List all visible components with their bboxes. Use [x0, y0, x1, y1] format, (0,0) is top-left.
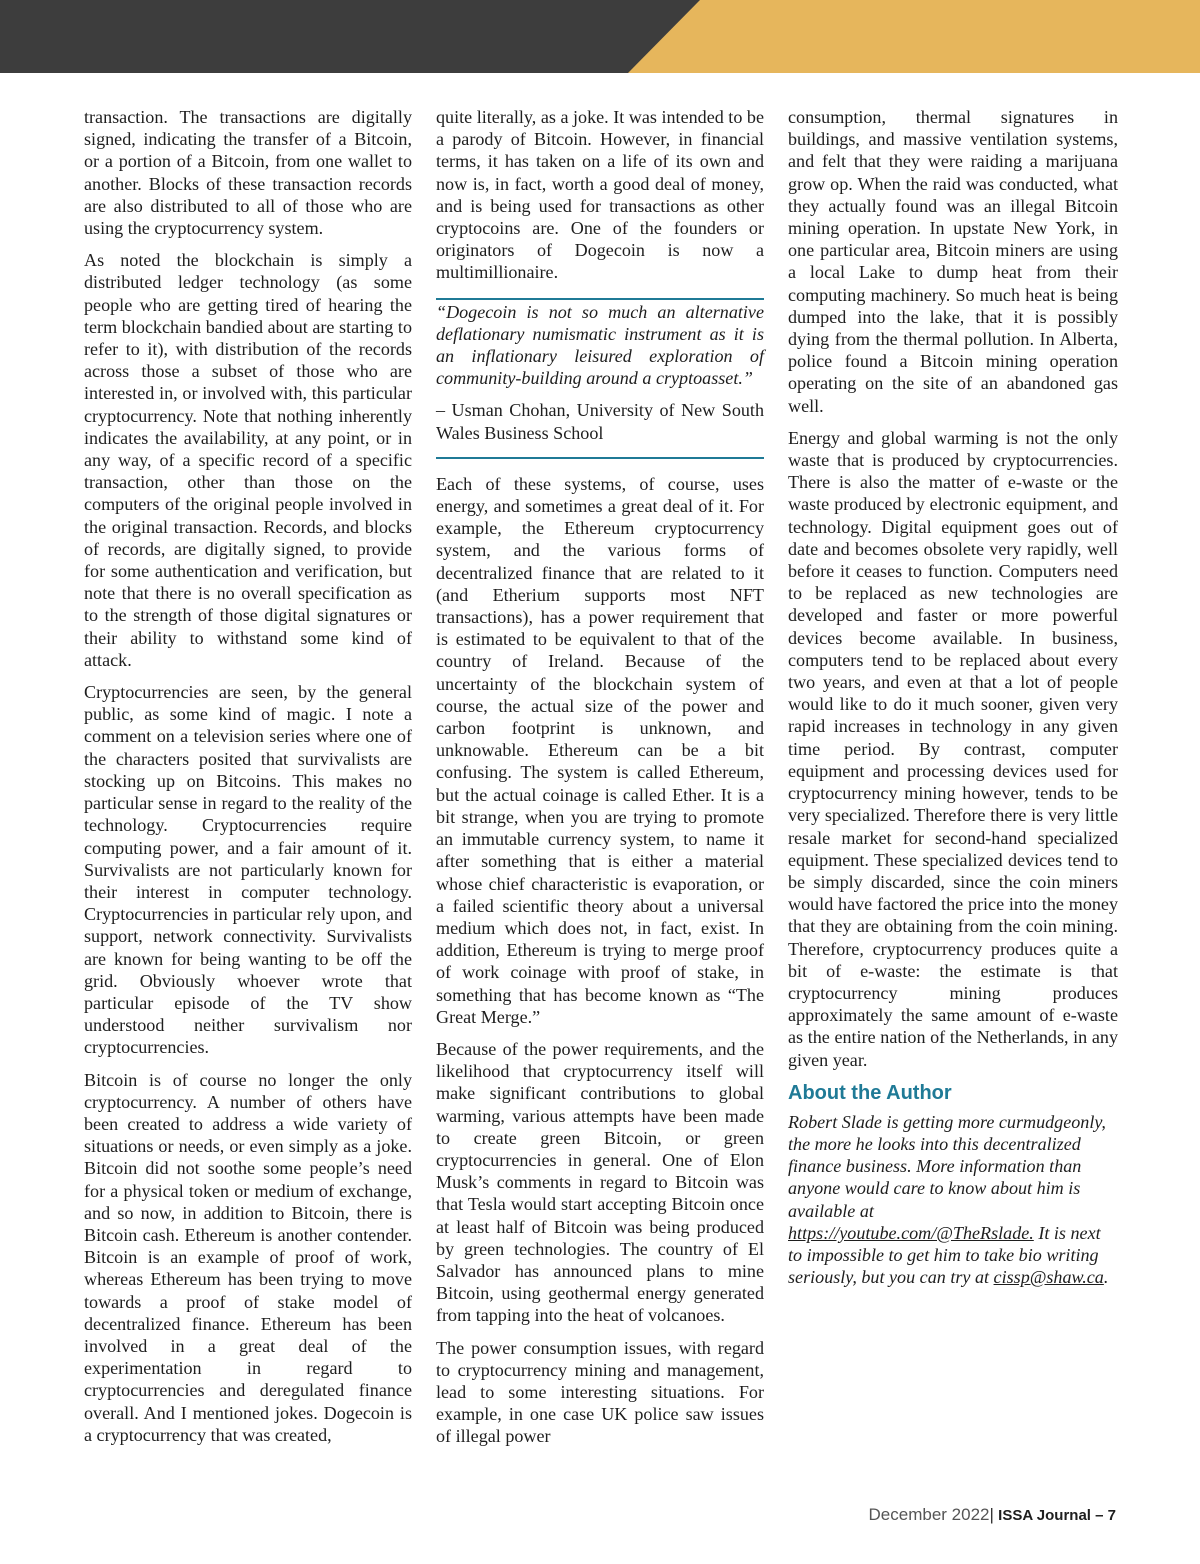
issue-date: December 2022 [868, 1505, 990, 1524]
paragraph: Because of the power requirements, and the likelihood that cryptocurrency itself will make significant contributions to global warming, various attempts have been made to create green Bitcoin, or green cryptocurrencies in general. One of Elon Musk’s comments in regard to Bitcoin was that Tesla would start accepting Bitcoin once at least half of Bitcoin was being produced by green technologies. The country of El Salvador has announced plans to mine Bitcoin, using geothermal energy generated from tapping into the heat of volcanoes. [436, 1038, 764, 1326]
paragraph: transaction. The transactions are digitally signed, indicating the transfer of a Bitcoin, or a portion of a Bitcoin, from one wallet to another. Blocks of these transaction records are also distributed to all of those who are using the cryptocurrency system. [84, 107, 412, 239]
paragraph: Cryptocurrencies are seen, by the general public, as some kind of magic. I note a comment on a television series where one of the characters posited that survivalists are stocking up on Bitcoins. This makes no particular sense in regard to the reality of the technology. Cryptocurrencies require computing power, and a fair amount of it. Survivalists are not particularly known for their interest in computer technology. Cryptocurrencies in particular rely upon, and support, network connectivity. Survivalists are known for being wanting to be off the grid. Obviously whoever wrote that particular episode of the TV show understood neither survivalism nor cryptocurrencies. [84, 682, 412, 1058]
author-bio-text: Robert Slade is getting more curmudgeonly, the more he looks into this decentralized finance business. More information than anyone would care to know about him is available at [788, 1111, 1106, 1221]
author-bio-end: . [1103, 1267, 1109, 1288]
article-column-2 [436, 106, 764, 1458]
youtube-link[interactable]: https://youtube.com/@TheRslade. [788, 1222, 1034, 1243]
email-link[interactable]: cissp@shaw.ca [993, 1267, 1104, 1288]
pull-quote-attribution: – Usman Chohan, University of New South Wales Business School [436, 400, 764, 443]
about-author-heading: About the Author [788, 1081, 952, 1104]
footer-separator: | [989, 1505, 994, 1524]
paragraph: consumption, thermal signatures in buildings, and massive ventilation systems, and felt that they were raiding a marijuana grow op. When the raid was conducted, what they actually found was an illegal Bitcoin mining operation. In upstate New York, in one particular area, Bitcoin miners are using a local Lake to dump heat from their computing machinery. So much heat is being dumped into the lake, that it is possibly dying from the thermal pollution. In Alberta, police found a Bitcoin mining operation operating on the site of an abandoned gas well. [788, 107, 1118, 416]
article-column-1 [84, 106, 412, 1456]
page-footer [869, 1505, 1116, 1526]
author-bio-text: It is next to impossible to get him to take bio writing seriously, but you can try at [788, 1222, 1101, 1288]
paragraph: As noted the blockchain is simply a distributed ledger technology (as some people who are getting tired of hearing the term blockchain bandied about are starting to refer to it), with distribution of the records across those a subset of those who are interested in, or involved with, this particular cryptocurrency. Note that nothing inherently indicates the availability, at any point, or in any way, of a specific record of a specific transaction, other than those on the computers of the original people involved in the original transaction. Records, and blocks of records, are digitally signed, to provide for some authentication and verification, but note that there is no overall specification as to the strength of those digital signatures or their ability to withstand some kind of attack. [84, 250, 412, 670]
article-column-3 [788, 106, 1118, 1298]
paragraph: Energy and global warming is not the only waste that is produced by cryptocurrencies. There is also the matter of e-waste or the waste produced by electronic equipment, and technology. Digital equipment goes out of date and becomes obsolete very rapidly, well before it ceases to function. Computers need to be replaced as new technologies are developed and faster or more powerful devices become available. In business, computers tend to be replaced about every two years, and even at that a lot of people would like to do it much sooner, given very rapid increases in technology in any given time period. By contrast, computer equipment and processing devices used for cryptocurrency mining however, tends to be very specialized. Therefore there is very little resale market for second-hand specialized equipment. These specialized devices tend to be simply discarded, since the coin miners would have factored the price into the money that they are obtaining from the coin mining. Therefore, cryptocurrency produces quite a bit of e-waste: the estimate is that cryptocurrency mining produces approximately the same amount of e-waste as the entire nation of the Netherlands, in any given year. [788, 427, 1118, 1070]
paragraph: Each of these systems, of course, uses energy, and sometimes a great deal of it. For example, the Ethereum cryptocurrency system, and the various forms of decentralized finance that are related to it (and Etherium supports most NFT transactions), has a power requirement that is estimated to be equivalent to that of the country of Ireland. Because of the uncertainty of the blockchain system of course, the actual size of the power and carbon footprint is unknown, and unknowable. Ethereum can be a bit confusing. The system is called Ethereum, but the actual coinage is called Ether. It is a bit strange, when you are trying to promote an immutable currency system, to name it after something that is either a material whose chief characteristic is evaporation, or a failed scientific theory about a universal medium which does not, in fact, exist. In addition, Ethereum is trying to merge proof of work coinage with proof of stake, in something that has become known as “The Great Merge.” [436, 473, 764, 1027]
paragraph: quite literally, as a joke. It was intended to be a parody of Bitcoin. However, in financial terms, it has taken on a life of its own and now is, in fact, worth a good deal of money, and is being used for transactions as other cryptocoins are. One of the founders or originators of Dogecoin is now a multimillionaire. [436, 107, 764, 283]
pull-quote-text: “Dogecoin is not so much an alternative deflationary numismatic instrument as it is an inflationary leisured exploration of community-building around a cryptoasset.” [436, 301, 764, 389]
journal-page-label: ISSA Journal – 7 [998, 1507, 1116, 1524]
author-bio [788, 1111, 1118, 1289]
pull-quote [436, 298, 764, 459]
paragraph: The power consumption issues, with regard to cryptocurrency mining and management, lead to some interesting situations. For example, in one case UK police saw issues of illegal power [436, 1337, 764, 1447]
paragraph: Bitcoin is of course no longer the only cryptocurrency. A number of others have been created to address a wide variety of situations or needs, or even simply as a joke. Bitcoin did not soothe some people’s need for a physical token or medium of exchange, and so now, in addition to Bitcoin, there is Bitcoin cash. Ethereum is another contender. Bitcoin is an example of proof of work, whereas Ethereum has been trying to move towards a proof of stake model of decentralized finance. Ethereum has been involved in a great deal of the experimentation in regard to cryptocurrencies and deregulated finance overall. And I mentioned jokes. Dogecoin is a cryptocurrency that was created, [84, 1069, 412, 1445]
